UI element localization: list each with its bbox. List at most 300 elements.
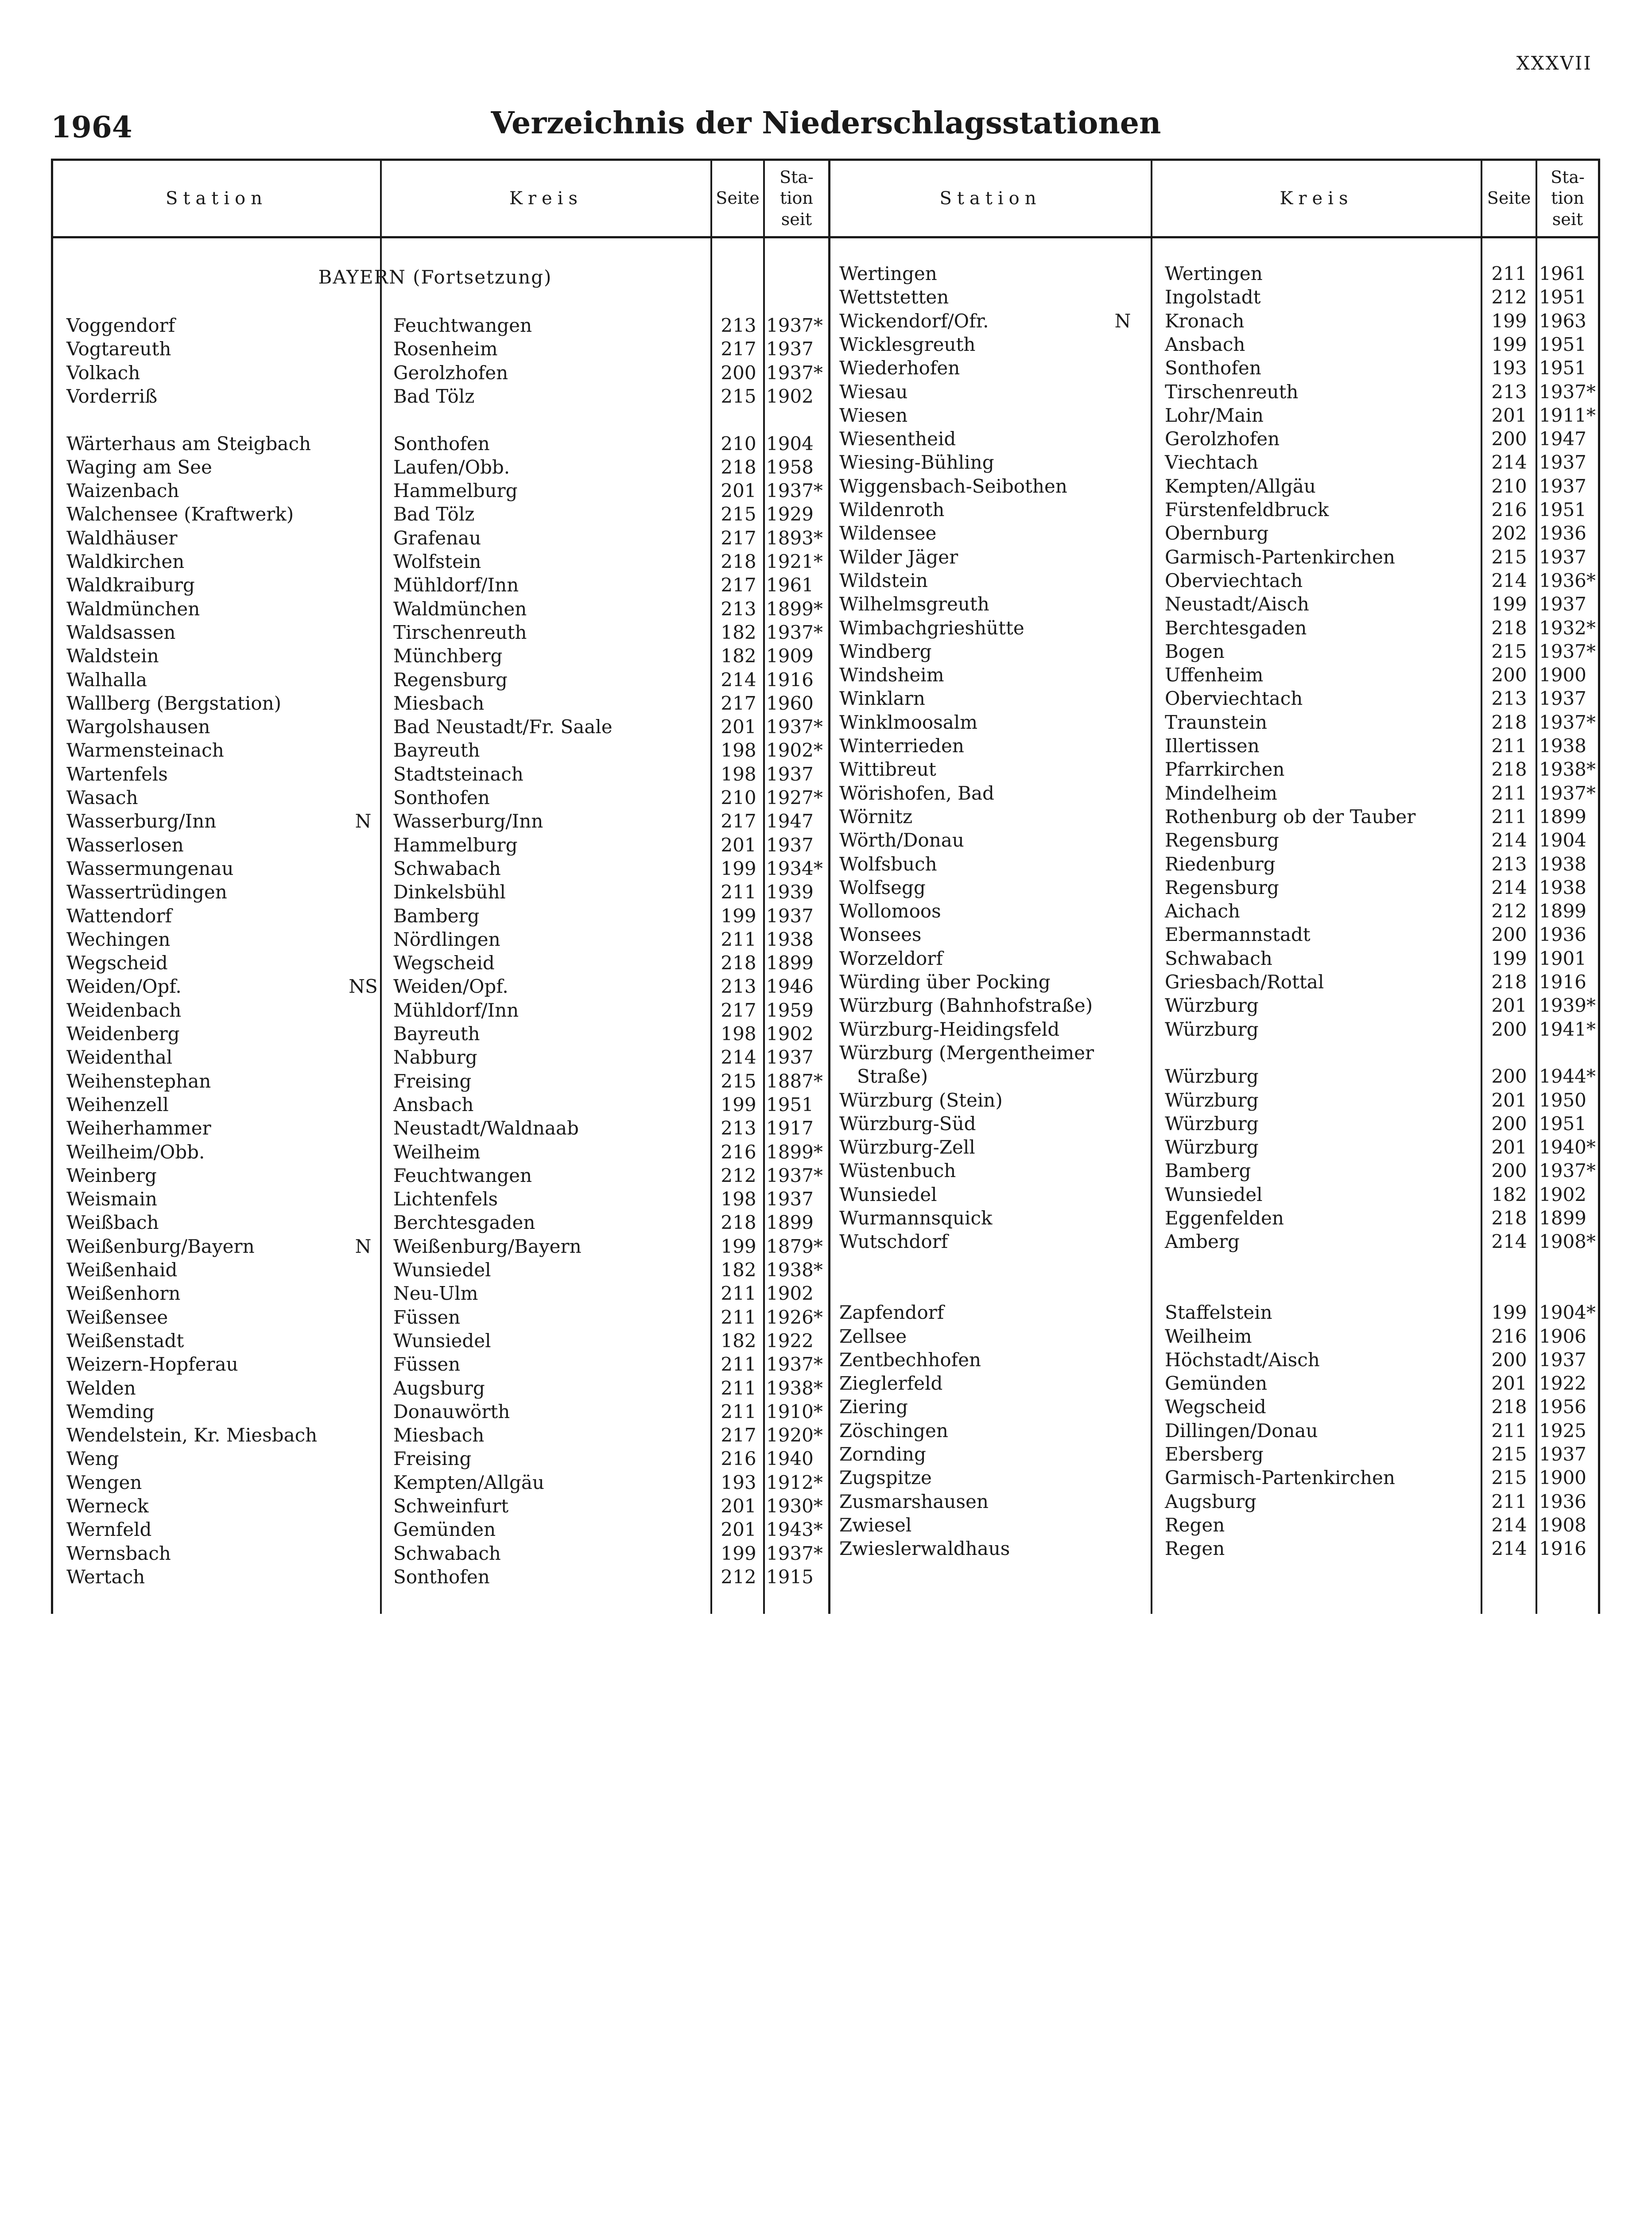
seite-number: 198: [721, 1188, 756, 1210]
kreis-name: Grafenau: [393, 527, 481, 549]
station-name: Weizern-Hopferau: [66, 1353, 238, 1376]
kreis-name: Regen: [1165, 1514, 1225, 1536]
station-since: 1925: [1539, 1419, 1586, 1442]
seite-number: 211: [721, 881, 756, 903]
seite-number: 211: [721, 1306, 756, 1328]
station-name: Volkach: [66, 361, 140, 384]
kreis-name: Fürstenfeldbruck: [1165, 499, 1329, 521]
page-number: XXXVII: [1516, 52, 1592, 74]
kreis-name: Griesbach/Rottal: [1165, 971, 1324, 993]
table-row: [53, 1159, 1598, 1182]
station-name: Zugspitze: [839, 1467, 932, 1489]
station-since: 1943*: [766, 1519, 823, 1541]
kreis-name: Ebersberg: [1165, 1443, 1264, 1465]
table-row: [53, 451, 1598, 474]
kreis-name: Sonthofen: [1165, 357, 1261, 379]
table-row: [53, 262, 1598, 285]
station-name: Wargolshausen: [66, 716, 210, 738]
seite-number: 212: [721, 1164, 756, 1186]
station-since: 1899: [1539, 805, 1586, 828]
header-station-left: Station: [165, 188, 268, 209]
kreis-name: Kempten/Allgäu: [1165, 475, 1316, 497]
seite-number: 182: [721, 1329, 756, 1352]
kreis-name: Gerolzhofen: [1165, 428, 1280, 450]
seite-number: 218: [1491, 971, 1527, 993]
seite-number: 200: [721, 361, 756, 384]
seite-number: 193: [1491, 357, 1527, 379]
seite-number: 213: [721, 975, 756, 998]
seite-number: 200: [1491, 1018, 1527, 1040]
table-row: [53, 758, 1598, 781]
station-since: 1938: [766, 928, 814, 950]
station-flag: N: [355, 1235, 372, 1257]
station-name: Weißenstadt: [66, 1329, 184, 1352]
station-name: Wertach: [66, 1566, 145, 1588]
station-name: Wernfeld: [66, 1519, 152, 1541]
station-name: Waldkirchen: [66, 551, 185, 572]
kreis-name: Gerolzhofen: [393, 361, 508, 384]
station-since: 1902: [1539, 1183, 1586, 1205]
station-name: Straße): [839, 1065, 928, 1088]
seite-number: 213: [1491, 381, 1527, 403]
station-name: Wüstenbuch: [839, 1160, 956, 1182]
station-name: Wildstein: [839, 569, 928, 591]
table-row: [53, 1490, 1598, 1513]
table-row: [53, 1301, 1598, 1324]
table-row: [53, 592, 1598, 616]
table-row: [53, 663, 1598, 687]
seite-number: 182: [721, 621, 756, 643]
table-row: [53, 994, 1598, 1017]
station-since: 1893*: [766, 527, 823, 549]
seite-number: 199: [1491, 310, 1527, 332]
kreis-name: Illertissen: [1165, 735, 1260, 757]
table-row: [53, 1395, 1598, 1418]
kreis-name: Bogen: [1165, 640, 1225, 662]
station-since: 1938: [1539, 876, 1586, 898]
station-name: Wörishofen, Bad: [839, 782, 994, 804]
kreis-name: Feuchtwangen: [393, 315, 532, 336]
station-since: 1902: [766, 1282, 814, 1305]
year: 1964: [51, 110, 132, 144]
kreis-name: Wunsiedel: [1165, 1183, 1263, 1205]
seite-number: 182: [1491, 1183, 1527, 1205]
station-name: Würzburg (Bahnhofstraße): [839, 995, 1093, 1017]
station-since: 1937*: [766, 361, 823, 384]
station-name: Weihenstephan: [66, 1070, 211, 1092]
station-name: Wildensee: [839, 522, 937, 544]
station-since: 1911*: [1539, 404, 1596, 426]
station-table: [51, 159, 1600, 1614]
seite-number: 202: [1491, 522, 1527, 544]
seite-number: 212: [1491, 286, 1527, 308]
station-since: 1901: [1539, 947, 1586, 969]
seite-number: 201: [721, 1495, 756, 1517]
station-name: Zentbechhofen: [839, 1348, 981, 1371]
kreis-name: Traunstein: [1165, 711, 1267, 733]
station-since: 1951: [766, 1093, 814, 1115]
station-name: Zusmarshausen: [839, 1490, 989, 1512]
table-row: [53, 333, 1598, 356]
kreis-name: Ebermannstadt: [1165, 924, 1311, 946]
seite-number: 217: [721, 692, 756, 714]
station-name: Wickendorf/Ofr.: [839, 310, 989, 332]
station-name: Voggendorf: [66, 315, 175, 336]
station-since: 1937*: [766, 1353, 823, 1376]
kreis-name: Bayreuth: [393, 1023, 480, 1045]
station-name: Vorderriß: [66, 385, 158, 407]
station-name: Wengen: [66, 1471, 142, 1493]
station-name: Weng: [66, 1448, 119, 1470]
station-name: Wunsiedel: [839, 1183, 937, 1205]
seite-number: 217: [721, 574, 756, 596]
station-name: Wasserlosen: [66, 834, 184, 856]
table-row: [53, 1065, 1598, 1088]
seite-number: 201: [721, 716, 756, 738]
station-since: 1926*: [766, 1306, 823, 1328]
station-name: Wemding: [66, 1400, 155, 1422]
kreis-name: Lichtenfels: [393, 1188, 498, 1210]
seite-number: 201: [721, 480, 756, 502]
kreis-name: Mühldorf/Inn: [393, 574, 519, 596]
header-station-seit-right: Sta- tion seit: [1551, 167, 1585, 229]
station-since: 1944*: [1539, 1065, 1596, 1088]
station-since: 1904: [1539, 829, 1586, 851]
kreis-name: Tirschenreuth: [393, 621, 527, 643]
section-label: BAYERN (Fortsetzung): [318, 266, 552, 288]
station-since: 1951: [1539, 333, 1586, 355]
table-row: [53, 923, 1598, 946]
kreis-name: Schweinfurt: [393, 1495, 509, 1517]
station-name: Wallberg (Bergstation): [66, 692, 282, 714]
kreis-name: Höchstadt/Aisch: [1165, 1348, 1320, 1371]
station-name: Wettstetten: [839, 286, 949, 308]
station-since: 1936: [1539, 1490, 1586, 1512]
table-row: [53, 498, 1598, 521]
station-name: Wiesau: [839, 381, 908, 403]
kreis-name: Sonthofen: [393, 1566, 490, 1588]
seite-number: 211: [721, 928, 756, 950]
station-since: 1951: [1539, 286, 1586, 308]
seite-number: 201: [1491, 995, 1527, 1017]
station-since: 1937: [1539, 546, 1586, 568]
kreis-name: Garmisch-Partenkirchen: [1165, 1467, 1395, 1489]
seite-number: 201: [1491, 1136, 1527, 1158]
kreis-name: Stadtsteinach: [393, 763, 524, 785]
seite-number: 215: [721, 1070, 756, 1092]
station-name: Warmensteinach: [66, 739, 224, 762]
seite-number: 218: [721, 551, 756, 572]
station-since: 1899*: [766, 598, 823, 620]
kreis-name: Neu-Ulm: [393, 1282, 478, 1305]
seite-number: 215: [1491, 1467, 1527, 1489]
kreis-name: Bamberg: [393, 905, 480, 927]
station-name: Wendelstein, Kr. Miesbach: [66, 1424, 318, 1446]
station-name: Wimbachgrieshütte: [839, 617, 1024, 639]
kreis-name: Rosenheim: [393, 338, 498, 360]
seite-number: 218: [1491, 1207, 1527, 1229]
station-since: 1940*: [1539, 1136, 1596, 1158]
station-name: Wilhelmsgreuth: [839, 593, 989, 615]
station-since: 1956: [1539, 1396, 1586, 1418]
kreis-name: Weiden/Opf.: [393, 975, 508, 998]
kreis-name: Sonthofen: [393, 432, 490, 455]
table-row: [53, 616, 1598, 640]
station-since: 1899: [766, 952, 814, 974]
station-since: 1939*: [1539, 995, 1596, 1017]
station-since: 1920*: [766, 1424, 823, 1446]
kreis-name: Sonthofen: [393, 787, 490, 808]
station-since: 1938: [1539, 853, 1586, 875]
table-row: [53, 1466, 1598, 1489]
seite-number: 216: [721, 1448, 756, 1470]
station-since: 1936: [1539, 924, 1586, 946]
station-name: Wernsbach: [66, 1542, 171, 1564]
seite-number: 215: [1491, 1443, 1527, 1465]
kreis-name: Oberviechtach: [1165, 569, 1303, 591]
station-name: Wasach: [66, 787, 138, 808]
station-name: Wasserburg/Inn: [66, 810, 217, 832]
seite-number: 217: [721, 338, 756, 360]
station-name: Würzburg-Zell: [839, 1136, 975, 1158]
table-row: [53, 1258, 1598, 1282]
station-name: Weißenhorn: [66, 1282, 181, 1305]
seite-number: 210: [721, 432, 756, 455]
station-since: 1922: [1539, 1372, 1586, 1395]
kreis-name: Füssen: [393, 1306, 461, 1328]
station-since: 1963: [1539, 310, 1586, 332]
seite-number: 193: [721, 1471, 756, 1493]
kreis-name: Kronach: [1165, 310, 1245, 332]
station-name: Waldsassen: [66, 621, 176, 643]
station-since: 1937*: [766, 1164, 823, 1186]
station-name: Wiesen: [839, 404, 908, 426]
station-since: 1939: [766, 881, 814, 903]
kreis-name: Freising: [393, 1070, 472, 1092]
station-name: Waging am See: [66, 456, 212, 478]
station-name: Waldkraiburg: [66, 574, 195, 596]
table-row: [53, 805, 1598, 828]
kreis-name: Kempten/Allgäu: [393, 1471, 544, 1493]
seite-number: 199: [1491, 333, 1527, 355]
seite-number: 211: [721, 1282, 756, 1305]
station-since: 1937: [766, 338, 814, 360]
kreis-name: Lohr/Main: [1165, 404, 1264, 426]
table-row: [53, 711, 1598, 734]
station-name: Waldhäuser: [66, 527, 178, 549]
seite-number: 199: [1491, 947, 1527, 969]
kreis-name: Schwabach: [1165, 947, 1272, 969]
station-name: Waldstein: [66, 645, 159, 667]
seite-number: 199: [721, 1235, 756, 1257]
seite-number: 211: [1491, 805, 1527, 828]
header-seite-left: Seite: [716, 188, 760, 208]
station-since: 1899: [1539, 900, 1586, 922]
seite-number: 198: [721, 739, 756, 762]
kreis-name: Füssen: [393, 1353, 461, 1376]
seite-number: 213: [721, 598, 756, 620]
station-name: Weismain: [66, 1188, 157, 1210]
seite-number: 211: [721, 1400, 756, 1422]
seite-number: 201: [1491, 404, 1527, 426]
seite-number: 201: [721, 834, 756, 856]
station-name: Waizenbach: [66, 480, 179, 502]
station-name: Worzeldorf: [839, 947, 943, 969]
table-row: [53, 1513, 1598, 1537]
station-since: 1908*: [1539, 1231, 1596, 1253]
kreis-name: Ingolstadt: [1165, 286, 1261, 308]
kreis-name: Wunsiedel: [393, 1259, 491, 1281]
station-name: Walhalla: [66, 668, 147, 691]
station-name: Walchensee (Kraftwerk): [66, 503, 294, 525]
kreis-name: Viechtach: [1165, 451, 1258, 474]
station-name: Ziering: [839, 1396, 908, 1418]
station-since: 1908: [1539, 1514, 1586, 1536]
station-name: Weidenbach: [66, 999, 182, 1021]
kreis-name: Rothenburg ob der Tauber: [1165, 805, 1416, 828]
table-row: [53, 781, 1598, 805]
kreis-name: Miesbach: [393, 1424, 485, 1446]
table-row: [53, 1325, 1598, 1348]
table-row: [53, 947, 1598, 970]
header-seite-right: Seite: [1487, 188, 1531, 208]
station-since: 1937*: [766, 716, 823, 738]
station-since: 1937*: [766, 480, 823, 502]
kreis-name: Bad Tölz: [393, 385, 475, 407]
station-since: 1937: [766, 834, 814, 856]
kreis-name: Weilheim: [393, 1141, 481, 1163]
table-row: [53, 1230, 1598, 1253]
station-name: Wiederhofen: [839, 357, 960, 379]
seite-number: 215: [721, 503, 756, 525]
station-name: Weißenhaid: [66, 1259, 178, 1281]
station-since: 1909: [766, 645, 814, 667]
seite-number: 200: [1491, 1065, 1527, 1088]
seite-number: 200: [1491, 1112, 1527, 1135]
station-name: Welden: [66, 1377, 136, 1399]
station-since: 1937: [766, 1046, 814, 1069]
kreis-name: Bayreuth: [393, 739, 480, 762]
station-name: Weißbach: [66, 1212, 159, 1234]
seite-number: 214: [1491, 1514, 1527, 1536]
seite-number: 211: [1491, 735, 1527, 757]
station-flag: N: [1114, 310, 1131, 332]
station-since: 1937: [1539, 475, 1586, 497]
seite-number: 218: [721, 952, 756, 974]
table-row: [53, 569, 1598, 592]
seite-number: 215: [1491, 546, 1527, 568]
table-row: [53, 970, 1598, 994]
seite-number: 213: [1491, 853, 1527, 875]
seite-number: 214: [1491, 876, 1527, 898]
kreis-name: Uffenheim: [1165, 664, 1264, 686]
station-name: Wassertrüdingen: [66, 881, 227, 903]
station-name: Zöschingen: [839, 1419, 948, 1442]
kreis-name: Wunsiedel: [393, 1329, 491, 1352]
station-name: Weidenberg: [66, 1023, 180, 1045]
station-since: 1916: [1539, 971, 1586, 993]
kreis-name: Bad Neustadt/Fr. Saale: [393, 716, 613, 738]
kreis-name: Münchberg: [393, 645, 503, 667]
kreis-name: Berchtesgaden: [1165, 617, 1307, 639]
station-since: 1937: [1539, 1443, 1586, 1465]
kreis-name: Tirschenreuth: [1165, 381, 1299, 403]
station-name: Wärterhaus am Steigbach: [66, 432, 311, 455]
station-name: Zornding: [839, 1443, 926, 1465]
table-row: [53, 687, 1598, 710]
station-since: 1899: [766, 1212, 814, 1234]
header-station-right: Station: [939, 188, 1042, 209]
station-since: 1940: [766, 1448, 814, 1470]
seite-number: 199: [721, 1542, 756, 1564]
station-name: Winklarn: [839, 688, 925, 710]
station-since: 1879*: [766, 1235, 823, 1257]
station-since: 1937: [766, 1188, 814, 1210]
table-row: [53, 1537, 1598, 1560]
kreis-name: Augsburg: [1165, 1490, 1256, 1512]
kreis-name: Waldmünchen: [393, 598, 527, 620]
seite-number: 213: [721, 315, 756, 336]
table-row: [53, 380, 1598, 404]
seite-number: 199: [721, 857, 756, 879]
kreis-name: Würzburg: [1165, 1112, 1259, 1135]
station-since: 1961: [766, 574, 814, 596]
kreis-name: Weißenburg/Bayern: [393, 1235, 582, 1257]
kreis-name: Aichach: [1165, 900, 1240, 922]
seite-number: 215: [721, 385, 756, 407]
seite-number: 211: [1491, 263, 1527, 284]
table-row: [53, 1041, 1598, 1065]
kreis-name: Würzburg: [1165, 995, 1259, 1017]
station-since: 1900: [1539, 664, 1586, 686]
station-since: 1927*: [766, 787, 823, 808]
kreis-name: Schwabach: [393, 1542, 501, 1564]
station-since: 1916: [766, 668, 814, 691]
seite-number: 210: [721, 787, 756, 808]
station-since: 1960: [766, 692, 814, 714]
table-row: [53, 521, 1598, 545]
station-since: 1887*: [766, 1070, 823, 1092]
kreis-name: Mühldorf/Inn: [393, 999, 519, 1021]
kreis-name: Augsburg: [393, 1377, 485, 1399]
table-row: [53, 1419, 1598, 1442]
kreis-name: Wegscheid: [393, 952, 495, 974]
table-row: [53, 545, 1598, 569]
kreis-name: Garmisch-Partenkirchen: [1165, 546, 1395, 568]
kreis-name: Neustadt/Waldnaab: [393, 1117, 579, 1139]
station-since: 1916: [1539, 1538, 1586, 1560]
table-row: [53, 1565, 1598, 1589]
station-since: 1900: [1539, 1467, 1586, 1489]
table-row: [53, 356, 1598, 380]
table-row: [53, 640, 1598, 663]
station-since: 1937*: [1539, 640, 1596, 662]
station-since: 1937: [1539, 688, 1586, 710]
seite-number: 215: [1491, 640, 1527, 662]
station-name: Wutschdorf: [839, 1231, 948, 1253]
seite-number: 211: [1491, 1419, 1527, 1442]
station-name: Weidenthal: [66, 1046, 173, 1069]
station-since: 1946: [766, 975, 814, 998]
seite-number: 218: [721, 456, 756, 478]
station-name: Wechingen: [66, 928, 171, 950]
station-since: 1937: [766, 763, 814, 785]
seite-number: 198: [721, 1023, 756, 1045]
seite-number: 201: [1491, 1089, 1527, 1111]
table-row: [53, 404, 1598, 427]
station-since: 1937*: [1539, 1160, 1596, 1182]
seite-number: 198: [721, 763, 756, 785]
